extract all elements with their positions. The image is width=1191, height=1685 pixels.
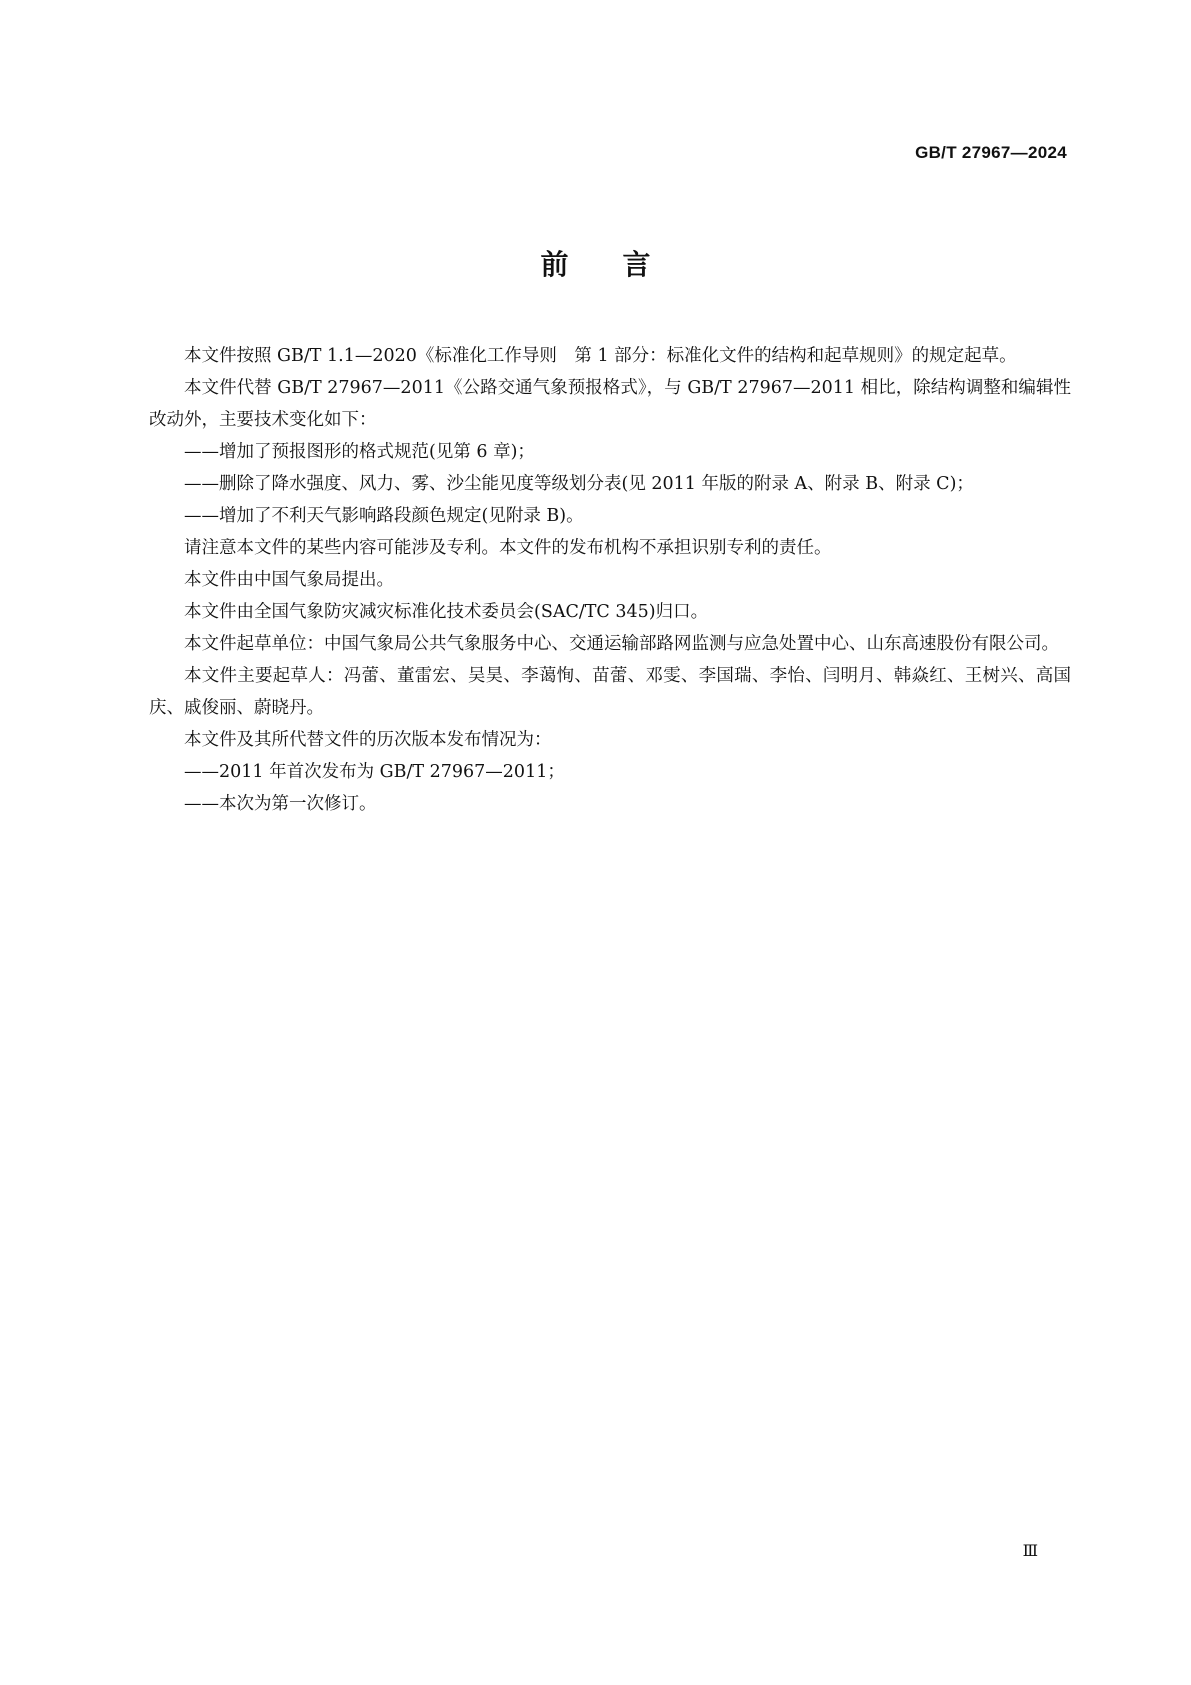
paragraph-proposer: 本文件由中国气象局提出。 (184, 570, 394, 590)
standard-number: GB/T 27967—2024 (915, 143, 1067, 162)
change-item: ——删除了降水强度、风力、雾、沙尘能见度等级划分表(见 2011 年版的附录 A、附录 B、附录 C)； (184, 474, 974, 494)
paragraph-drafting-units: 本文件起草单位：中国气象局公共气象服务中心、交通运输部路网监测与应急处置中心、山东高速股份有限公司。 (184, 634, 1059, 654)
paragraph-replacement: 本文件代替 GB/T 27967—2011《公路交通气象预报格式》，与 GB/T 27967—2011 相比，除结构调整和编辑性改动外，主要技术变化如下： (149, 378, 1071, 430)
page-title: 前言 (540, 248, 705, 281)
document-body (149, 340, 1071, 820)
paragraph-committee: 本文件由全国气象防灾减灾标准化技术委员会(SAC/TC 345)归口。 (184, 602, 709, 622)
paragraph-drafting-rules: 本文件按照 GB/T 1.1—2020《标准化工作导则 第 1 部分：标准化文件的结构和起草规则》的规定起草。 (184, 346, 1017, 366)
paragraph-patent-notice: 请注意本文件的某些内容可能涉及专利。本文件的发布机构不承担识别专利的责任。 (184, 538, 832, 558)
change-item: ——增加了不利天气影响路段颜色规定(见附录 B)。 (184, 506, 584, 526)
paragraph-version-history: 本文件及其所代替文件的历次版本发布情况为： (184, 730, 552, 750)
history-item: ——2011 年首次发布为 GB/T 27967—2011； (184, 762, 565, 782)
change-item: ——增加了预报图形的格式规范(见第 6 章)； (184, 442, 535, 462)
history-item: ——本次为第一次修订。 (184, 794, 377, 814)
paragraph-drafters: 本文件主要起草人：冯蕾、董雷宏、吴昊、李蔼恂、苗蕾、邓雯、李国瑞、李怡、闫明月、韩焱红、王树兴、高国庆、戚俊丽、蔚晓丹。 (149, 666, 1071, 718)
page-number: Ⅲ (1022, 1541, 1038, 1560)
